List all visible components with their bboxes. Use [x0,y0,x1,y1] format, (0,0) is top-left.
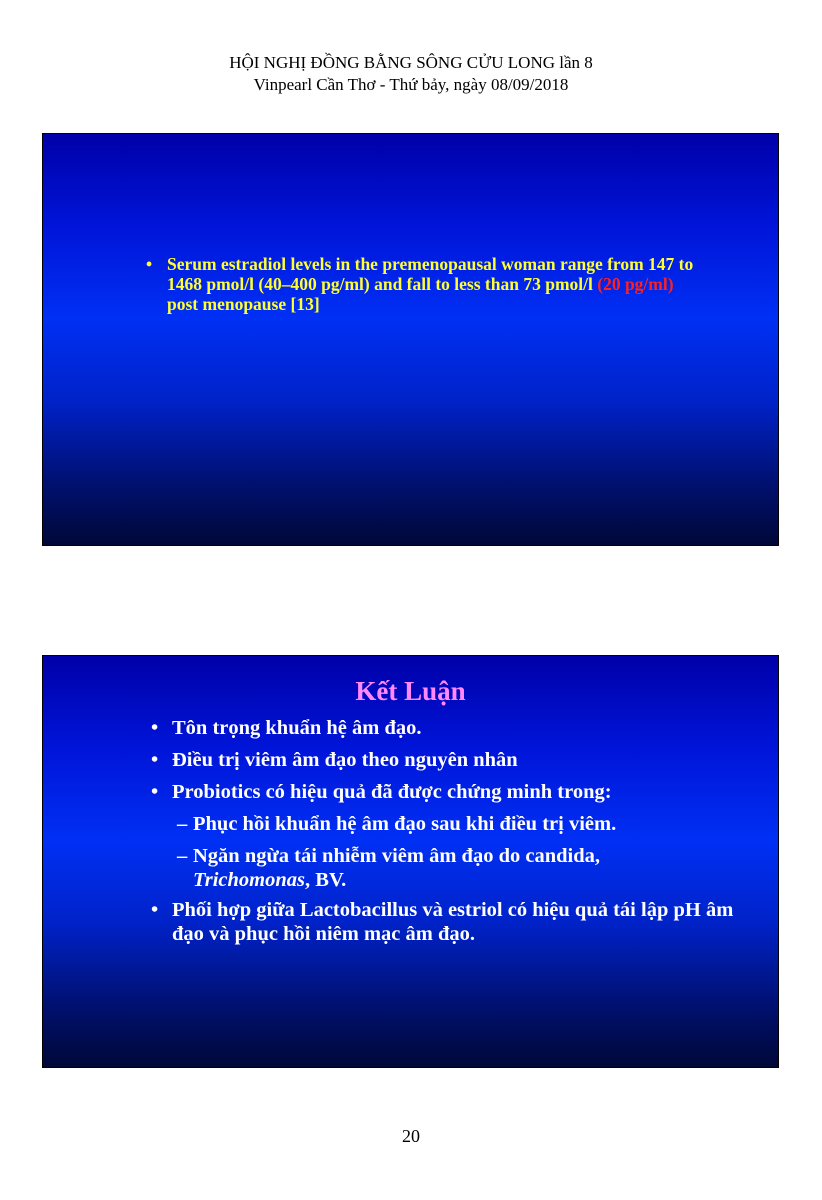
slide-estradiol [42,133,779,546]
estradiol-text-end: post menopause [13] [167,294,320,314]
page-number: 20 [402,1126,420,1146]
bullet-icon: • [151,899,159,921]
conclusion-sub-bullet [151,812,751,836]
bullet-text: Điều trị viêm âm đạo theo nguyên nhân [172,749,518,771]
conference-venue-date: Vinpearl Cần Thơ - Thứ bảy, ngày 08/09/2018 [253,75,569,94]
conclusion-bullet [151,780,751,804]
bullet-text: Probiotics có hiệu quả đã được chứng minh trong: [172,781,612,803]
bullet-icon: • [151,717,159,739]
slide1-bullet [146,254,706,314]
bullet-icon: • [146,254,153,274]
conclusion-sub-bullet [151,844,751,892]
page-header [0,52,822,96]
sub-bullet-text: Ngăn ngừa tái nhiễm viêm âm đạo do candida, [193,845,600,867]
estradiol-red-value: (20 pg/ml) [597,274,674,294]
slide1-bullet-list [146,254,706,314]
conclusion-bullet [151,748,751,772]
conclusion-bullet [151,898,751,946]
dash-icon: – [177,845,188,867]
bullet-icon: • [151,781,159,803]
estradiol-text: Serum estradiol levels in the premenopausal woman range from 147 to 1468 pmol/l (40–400 pg/ml) and fall to less than 73 pmol/l [167,254,694,294]
conclusion-bullet-list [151,716,751,954]
dash-icon: – [177,813,188,835]
bullet-text: Phối hợp giữa Lactobacillus và estriol có hiệu quả tái lập pH âm đạo và phục hồi niêm mạc âm đạo. [172,899,734,945]
sub-bullet-tail: , BV. [305,869,347,891]
trichomonas-italic: Trichomonas [193,869,306,891]
conclusion-bullet [151,716,751,740]
slide-title: Kết Luận [355,676,466,706]
conference-title: HỘI NGHỊ ĐỒNG BẰNG SÔNG CỬU LONG lần 8 [229,53,593,72]
slide-conclusion [42,655,779,1068]
bullet-text: Tôn trọng khuẩn hệ âm đạo. [172,717,422,739]
bullet-icon: • [151,749,159,771]
sub-bullet-text: Phục hồi khuẩn hệ âm đạo sau khi điều trị viêm. [193,813,617,835]
sub-bullet-text-line2 [193,868,751,892]
